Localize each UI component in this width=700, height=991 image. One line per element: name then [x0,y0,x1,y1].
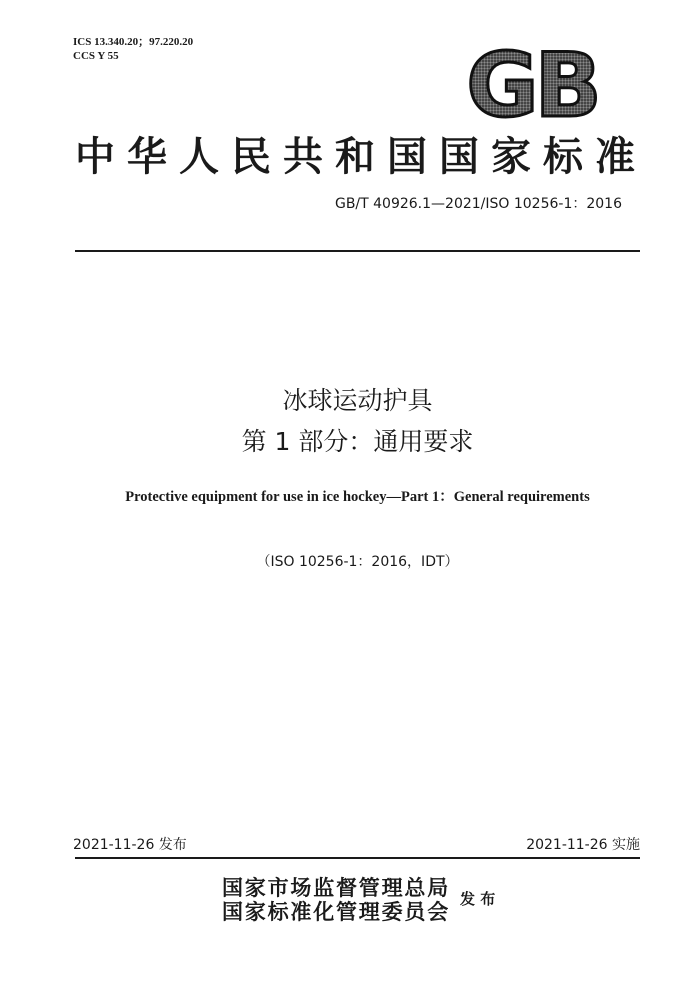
implement-date: 2021-11-26 实施 [526,837,640,853]
footer-divider [75,857,640,859]
gb-logo-lettering: GB [466,42,598,124]
publish-date: 2021-11-26 发布 [73,837,187,853]
issuer-samr: 国家市场监督管理总局 [222,875,450,900]
adoption-reference: （ISO 10256-1：2016，IDT） [256,554,459,570]
header-divider [75,250,640,252]
english-title: Protective equipment for use in ice hockey—Part 1：General requirements [125,489,590,505]
ccs-code: CCS Y 55 [73,50,119,62]
gb-logo [458,42,606,124]
issuer-action: 发 布 [460,890,496,908]
document-title-main: 冰球运动护具 [282,386,433,415]
issuer-sac: 国家标准化管理委员会 [222,899,450,924]
document-title-part: 第 1 部分：通用要求 [241,427,474,456]
standard-type-heading: 中华人民共和国国家标准 [75,133,647,180]
standard-number: GB/T 40926.1—2021/ISO 10256-1：2016 [334,196,622,212]
ics-code: ICS 13.340.20；97.220.20 [73,36,194,48]
